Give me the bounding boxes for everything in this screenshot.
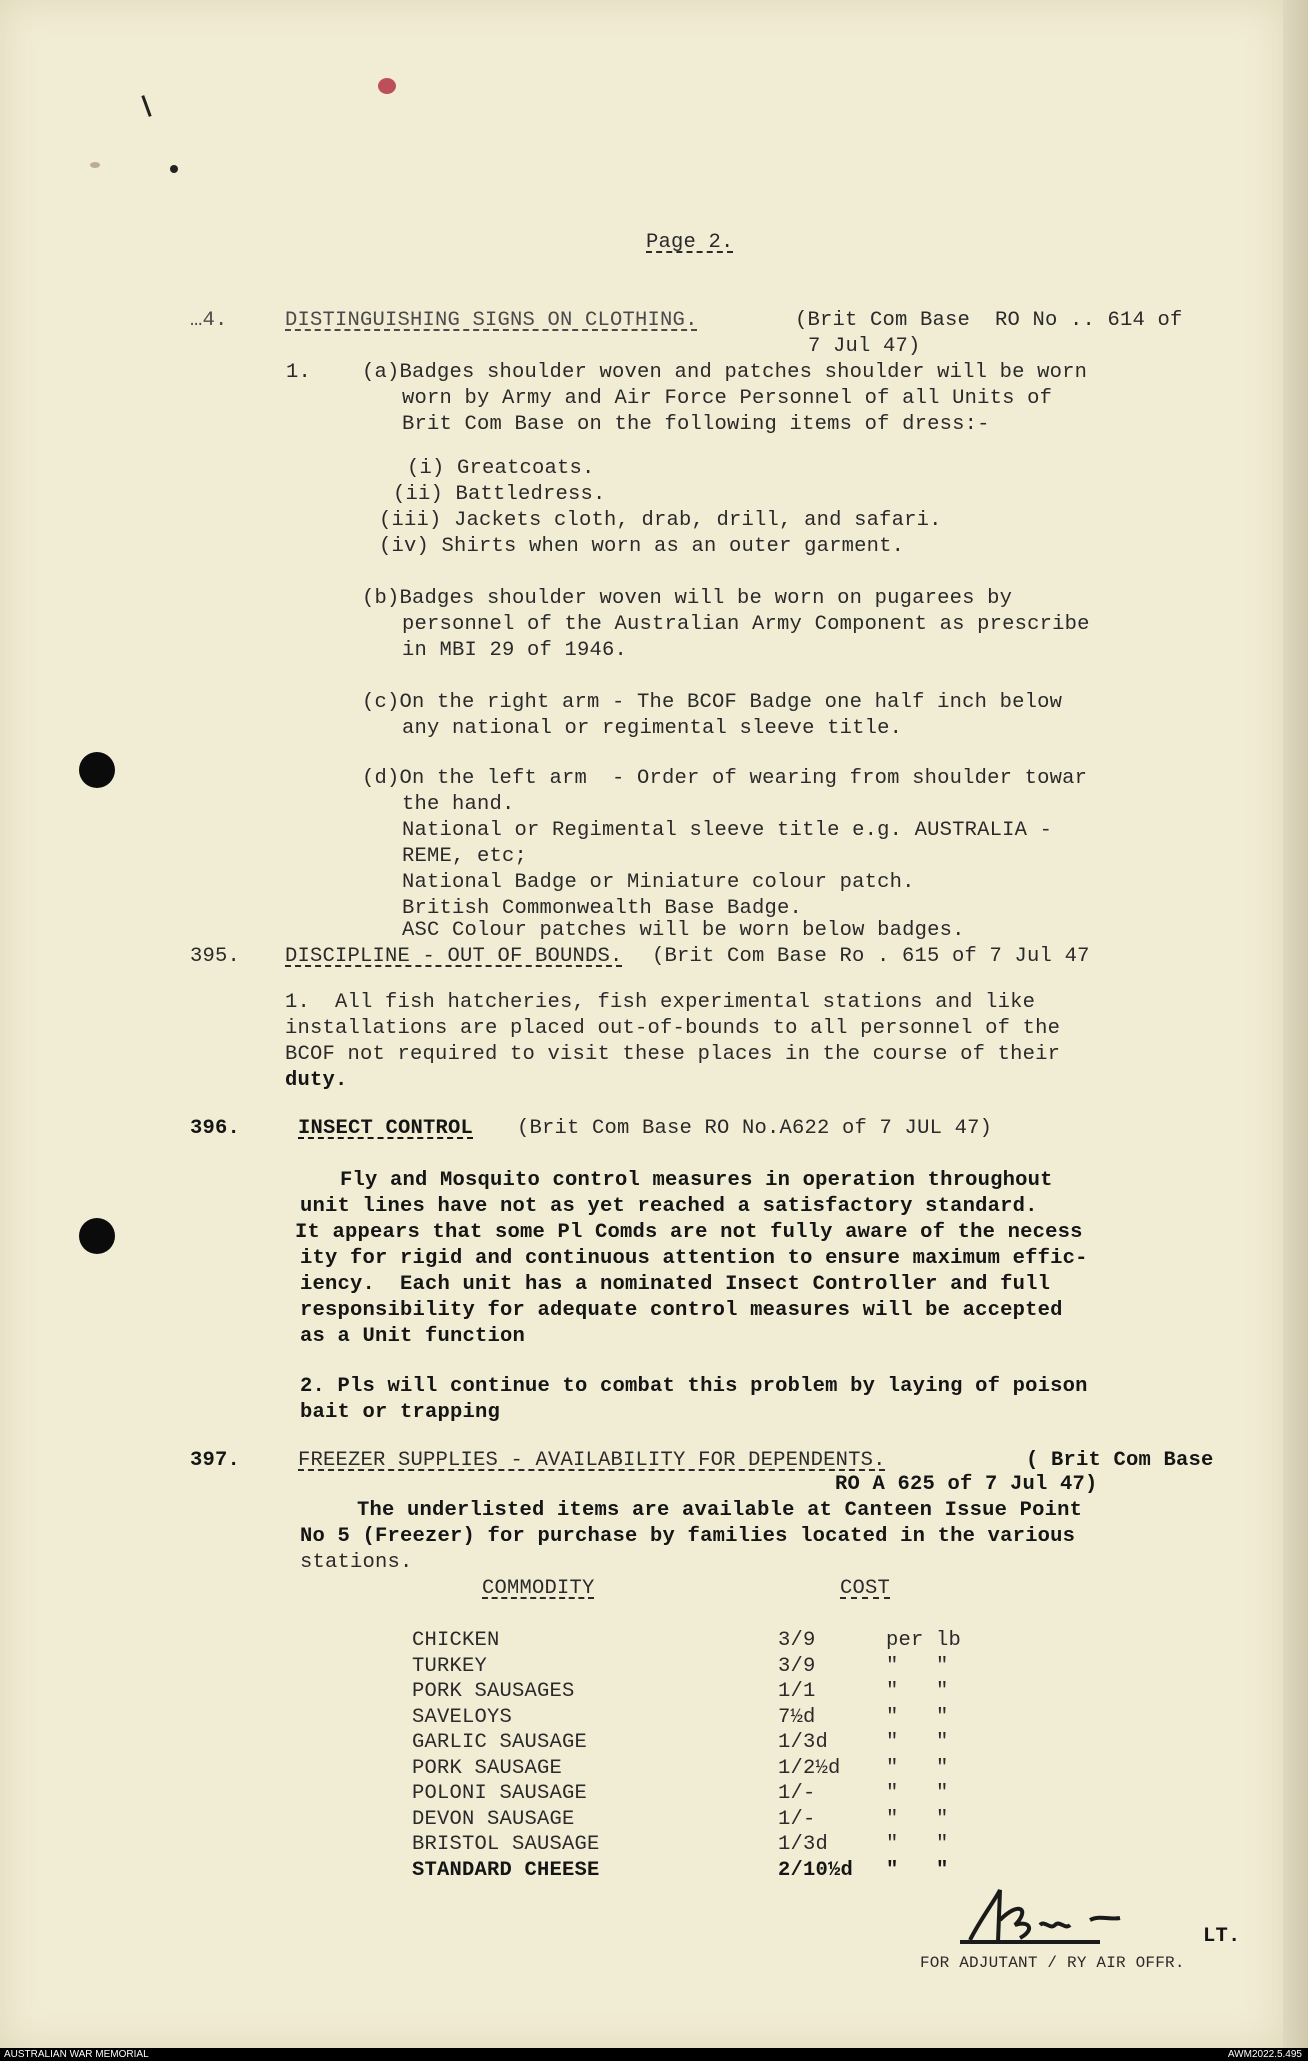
- section-396-line: ity for rigid and continuous attention to ensure maximum effic-: [300, 1247, 1088, 1270]
- para-d-line: REME, etc;: [402, 845, 528, 868]
- section-396-title: INSECT CONTROL: [298, 1117, 474, 1140]
- section-394-title: DISTINGUISHING SIGNS ON CLOTHING.: [285, 309, 698, 332]
- para-b-line: (b)Badges shoulder woven will be worn on pugarees by: [362, 587, 1013, 610]
- table-cost-cell: 1/3d: [778, 1833, 829, 1856]
- table-unit-cell: " ": [886, 1833, 949, 1856]
- para-c-line: (c)On the right arm - The BCOF Badge one half inch below: [362, 691, 1063, 714]
- section-396-line: iency. Each unit has a nominated Insect Controller and full: [300, 1273, 1051, 1296]
- para-d-line: National Badge or Miniature colour patch.: [402, 871, 915, 894]
- section-395-title: DISCIPLINE - OUT OF BOUNDS.: [285, 945, 623, 968]
- para-b-line: in MBI 29 of 1946.: [402, 639, 628, 662]
- section-395-number: 395.: [190, 945, 241, 968]
- table-commodity-cell: BRISTOL SAUSAGE: [412, 1833, 600, 1856]
- table-cost-cell: 2/10½d: [778, 1858, 854, 1882]
- dress-item: (i) Greatcoats.: [407, 457, 595, 480]
- table-cost-cell: 1/3d: [778, 1731, 829, 1754]
- page-edge: [1283, 0, 1308, 2048]
- section-397-line: The underlisted items are available at Canteen Issue Point: [357, 1499, 1083, 1522]
- section-396-ref: (Brit Com Base RO No.A622 of 7 JUL 47): [517, 1117, 993, 1140]
- section-395-line: installations are placed out-of-bounds to all personnel of the: [285, 1017, 1061, 1040]
- table-commodity-cell: TURKEY: [412, 1654, 488, 1678]
- section-396-line: Fly and Mosquito control measures in operation throughout: [340, 1169, 1053, 1192]
- punch-hole-upper: [79, 752, 115, 788]
- section-397-title: FREEZER SUPPLIES - AVAILABILITY FOR DEPENDENTS.: [298, 1449, 886, 1472]
- table-commodity-cell: DEVON SAUSAGE: [412, 1807, 575, 1831]
- table-cost-cell: 1/2½d: [778, 1756, 841, 1780]
- punch-hole-lower: [79, 1218, 115, 1254]
- table-unit-cell: " ": [886, 1705, 949, 1729]
- para-d-line: ASC Colour patches will be worn below badges.: [402, 919, 965, 942]
- table-commodity-cell: SAVELOYS: [412, 1705, 513, 1729]
- table-unit-cell: per lb: [886, 1629, 962, 1652]
- section-397-number: 397.: [190, 1449, 241, 1472]
- table-unit-cell: " ": [886, 1807, 949, 1831]
- section-396-number: 396.: [190, 1117, 241, 1140]
- dress-item: (ii) Battledress.: [393, 483, 606, 506]
- section-394-ref-line1: (Brit Com Base RO No .. 614 of: [795, 309, 1183, 332]
- table-cost-cell: 1/-: [778, 1807, 816, 1831]
- table-commodity-cell: POLONI SAUSAGE: [412, 1782, 588, 1805]
- section-396-line: as a Unit function: [300, 1325, 526, 1348]
- archive-footer: [0, 2048, 1308, 2061]
- signature-title: FOR ADJUTANT / RY AIR OFFR.: [920, 1954, 1185, 1972]
- para-d-line: British Commonwealth Base Badge.: [402, 897, 803, 920]
- para-d-line: (d)On the left arm - Order of wearing from shoulder towar: [362, 767, 1088, 790]
- red-stain-mark: [378, 78, 396, 94]
- table-unit-cell: " ": [886, 1680, 949, 1703]
- table-unit-cell: " ": [886, 1731, 949, 1754]
- section-395-line: duty.: [285, 1069, 348, 1092]
- table-commodity-cell: CHICKEN: [412, 1629, 500, 1652]
- table-unit-cell: " ": [886, 1756, 949, 1780]
- section-397-ref-line1: ( Brit Com Base: [1026, 1449, 1214, 1472]
- signature-rank: LT.: [1203, 1925, 1241, 1948]
- para-a-line: worn by Army and Air Force Personnel of all Units of: [402, 387, 1053, 410]
- dress-item: (iii) Jackets cloth, drab, drill, and safari.: [379, 509, 942, 532]
- table-cost-cell: 7½d: [778, 1705, 816, 1729]
- section-396-line: bait or trapping: [300, 1401, 501, 1424]
- section-396-line: unit lines have not as yet reached a satisfactory standard.: [300, 1195, 1038, 1218]
- section-394-number: …4.: [190, 309, 228, 332]
- table-commodity-cell: GARLIC SAUSAGE: [412, 1731, 588, 1754]
- commodity-column-header: COMMODITY: [482, 1577, 595, 1600]
- section-394-ref-line2: 7 Jul 47): [808, 335, 921, 358]
- section-396-line: responsibility for adequate control measures will be accepted: [300, 1299, 1063, 1322]
- para-b-line: personnel of the Australian Army Component as prescribe: [402, 613, 1090, 636]
- section-395-line: BCOF not required to visit these places in the course of their: [285, 1043, 1061, 1066]
- section-395-ref: (Brit Com Base Ro . 615 of 7 Jul 47: [652, 945, 1090, 968]
- table-cost-cell: 3/9: [778, 1654, 816, 1678]
- dirt-mark: [90, 162, 100, 168]
- table-cost-cell: 1/-: [778, 1782, 816, 1805]
- footer-right: AWM2022.5.495: [1227, 2049, 1302, 2060]
- page-header: Page 2.: [646, 231, 734, 254]
- table-commodity-cell: PORK SAUSAGES: [412, 1680, 575, 1703]
- table-commodity-cell: PORK SAUSAGE: [412, 1756, 563, 1780]
- footer-left: AUSTRALIAN WAR MEMORIAL: [4, 2049, 149, 2060]
- cost-column-header: COST: [840, 1577, 891, 1600]
- section-397-line: No 5 (Freezer) for purchase by families located in the various: [300, 1525, 1076, 1548]
- section-395-line: 1. All fish hatcheries, fish experimental stations and like: [285, 991, 1036, 1014]
- para-d-line: the hand.: [402, 793, 515, 816]
- table-cost-cell: 1/1: [778, 1680, 816, 1703]
- table-unit-cell: " ": [886, 1654, 949, 1678]
- para-a-line: (a)Badges shoulder woven and patches shoulder will be worn: [362, 361, 1088, 384]
- dress-item: (iv) Shirts when worn as an outer garment.: [379, 535, 905, 558]
- table-cost-cell: 3/9: [778, 1629, 816, 1652]
- para-d-line: National or Regimental sleeve title e.g. AUSTRALIA -: [402, 819, 1053, 842]
- table-unit-cell: " ": [886, 1858, 949, 1882]
- table-commodity-cell: STANDARD CHEESE: [412, 1858, 600, 1882]
- para-number: 1.: [286, 361, 312, 384]
- para-c-line: any national or regimental sleeve title.: [402, 717, 903, 740]
- section-396-line: 2. Pls will continue to combat this problem by laying of poison: [300, 1375, 1088, 1398]
- pencil-mark: [170, 165, 178, 173]
- section-397-ref-line2: RO A 625 of 7 Jul 47): [835, 1473, 1098, 1496]
- handwritten-signature: [940, 1880, 1240, 1960]
- section-396-line: It appears that some Pl Comds are not fully aware of the necess: [295, 1221, 1083, 1244]
- table-unit-cell: " ": [886, 1782, 949, 1805]
- section-397-line: stations.: [300, 1551, 413, 1574]
- para-a-line: Brit Com Base on the following items of dress:-: [402, 413, 990, 436]
